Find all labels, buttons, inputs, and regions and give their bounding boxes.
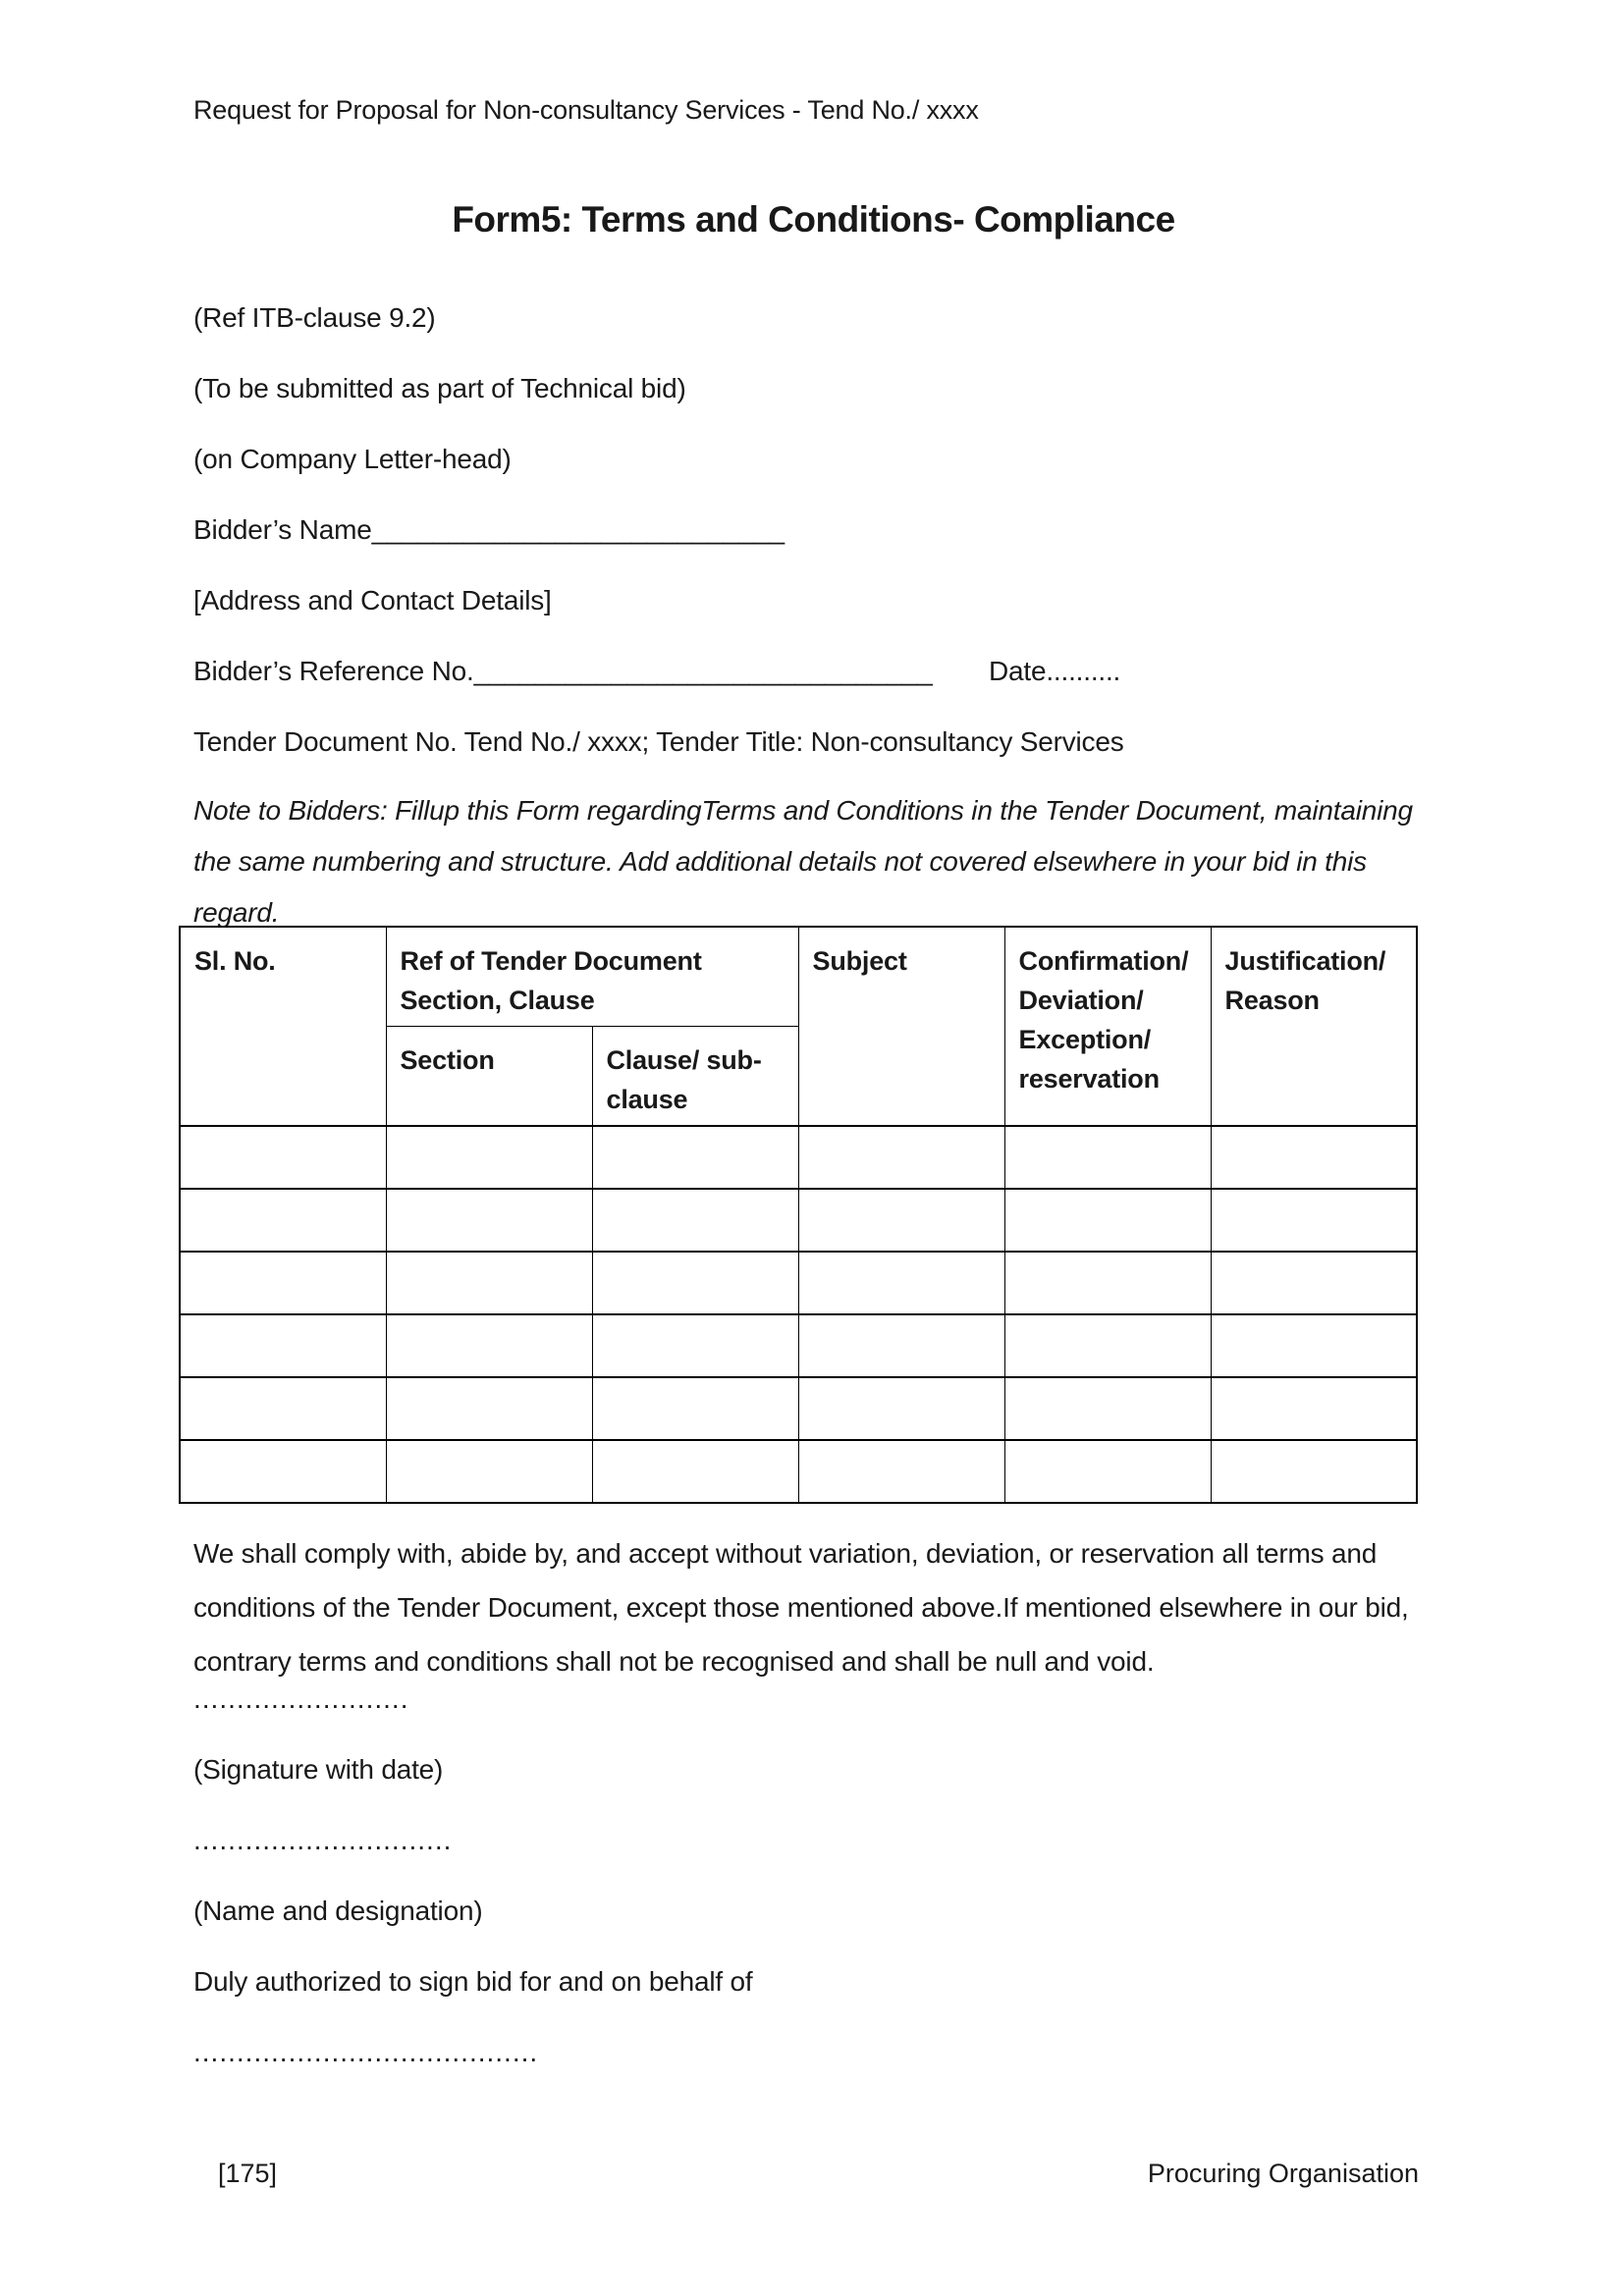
submit-note-line: (To be submitted as part of Technical bid) <box>193 373 686 403</box>
table-cell-r5c6 <box>1211 1377 1417 1440</box>
table-cell-r6c4 <box>798 1440 1004 1503</box>
table-cell-r1c1 <box>180 1126 386 1189</box>
table-cell-r2c5 <box>1004 1189 1211 1252</box>
reference-line <box>193 644 1434 698</box>
table-row <box>180 1126 1417 1189</box>
table-cell-r6c3 <box>592 1440 798 1503</box>
running-header: Request for Proposal for Non-consultancy Services - Tend No./ xxxx <box>193 95 979 125</box>
reference-label: Bidder’s Reference No. <box>193 656 474 686</box>
col-header-subject: Subject <box>798 927 1004 1126</box>
col-header-ref-group: Ref of Tender Document Section, Clause <box>386 927 798 1027</box>
compliance-table <box>179 926 1418 1504</box>
note-to-bidders: Note to Bidders: Fillup this Form regardingTerms and Conditions in the Tender Document, maintaining the same numbering and structure. Add additional details not covered elsewhere in your bid in this regard. <box>193 795 1413 928</box>
table-cell-r4c5 <box>1004 1314 1211 1377</box>
table-row <box>180 1314 1417 1377</box>
organisation-name: Procuring Organisation <box>1147 2159 1419 2188</box>
page-footer <box>218 2154 1419 2193</box>
date-label: Date.......... <box>989 656 1121 686</box>
table-cell-r3c4 <box>798 1252 1004 1314</box>
table-cell-r5c3 <box>592 1377 798 1440</box>
compliance-table-header <box>180 927 1417 1126</box>
table-cell-r5c1 <box>180 1377 386 1440</box>
table-row <box>180 1252 1417 1314</box>
table-cell-r3c1 <box>180 1252 386 1314</box>
table-cell-r4c4 <box>798 1314 1004 1377</box>
table-cell-r2c2 <box>386 1189 592 1252</box>
table-cell-r2c6 <box>1211 1189 1417 1252</box>
table-cell-r6c2 <box>386 1440 592 1503</box>
table-cell-r4c1 <box>180 1314 386 1377</box>
bidder-name-fill-line: ___________________________ <box>371 514 785 545</box>
table-row <box>180 1189 1417 1252</box>
table-cell-r6c6 <box>1211 1440 1417 1503</box>
intro-section <box>193 291 1434 955</box>
col-header-clause: Clause/ sub-clause <box>592 1027 798 1127</box>
compliance-statement: We shall comply with, abide by, and accept without variation, deviation, or reservation all terms and conditions of the Tender Document, except those mentioned above.If mentioned elsewhere in our bid, contrary terms and conditions shall not be recognised and shall be null and void. <box>193 1538 1409 1677</box>
table-row <box>180 1440 1417 1503</box>
table-cell-r2c1 <box>180 1189 386 1252</box>
signature-label: (Signature with date) <box>193 1754 444 1785</box>
table-cell-r3c5 <box>1004 1252 1211 1314</box>
behalf-dotted-line: ........................................ <box>193 2037 539 2067</box>
signature-dotted-line: ......................... <box>193 1683 409 1714</box>
table-cell-r1c4 <box>798 1126 1004 1189</box>
authorization-line: Duly authorized to sign bid for and on behalf of <box>193 1966 753 1997</box>
address-line: [Address and Contact Details] <box>193 585 552 615</box>
col-header-sl-no: Sl. No. <box>180 927 386 1126</box>
table-cell-r4c6 <box>1211 1314 1417 1377</box>
table-cell-r1c3 <box>592 1126 798 1189</box>
table-cell-r6c1 <box>180 1440 386 1503</box>
table-cell-r1c2 <box>386 1126 592 1189</box>
col-header-section: Section <box>386 1027 592 1127</box>
table-body <box>180 1126 1417 1503</box>
table-cell-r3c3 <box>592 1252 798 1314</box>
table-row <box>180 1377 1417 1440</box>
table-cell-r4c3 <box>592 1314 798 1377</box>
table-cell-r5c5 <box>1004 1377 1211 1440</box>
ref-itb-clause-line: (Ref ITB-clause 9.2) <box>193 302 436 333</box>
page-number: [175] <box>218 2159 278 2188</box>
tender-document-line: Tender Document No. Tend No./ xxxx; Tender Title: Non-consultancy Services <box>193 726 1124 757</box>
table-cell-r4c2 <box>386 1314 592 1377</box>
reference-fill-line: ______________________________ <box>473 656 933 686</box>
col-header-confirmation: Confirmation/ Deviation/ Exception/ reservation <box>1004 927 1211 1126</box>
table-cell-r5c4 <box>798 1377 1004 1440</box>
name-dotted-line: .............................. <box>193 1825 453 1855</box>
table-cell-r1c6 <box>1211 1126 1417 1189</box>
letterhead-note-line: (on Company Letter-head) <box>193 444 512 474</box>
bidder-name-line <box>193 503 1434 557</box>
table-cell-r3c2 <box>386 1252 592 1314</box>
table-cell-r1c5 <box>1004 1126 1211 1189</box>
table-cell-r2c3 <box>592 1189 798 1252</box>
bidder-name-label: Bidder’s Name <box>193 514 372 545</box>
table-cell-r6c5 <box>1004 1440 1211 1503</box>
col-header-justification: Justification/ Reason <box>1211 927 1417 1126</box>
page-title: Form5: Terms and Conditions- Compliance <box>452 199 1175 240</box>
table-cell-r2c4 <box>798 1189 1004 1252</box>
name-designation-label: (Name and designation) <box>193 1896 483 1926</box>
table-cell-r5c2 <box>386 1377 592 1440</box>
table-cell-r3c6 <box>1211 1252 1417 1314</box>
signature-section <box>193 1672 1434 2096</box>
